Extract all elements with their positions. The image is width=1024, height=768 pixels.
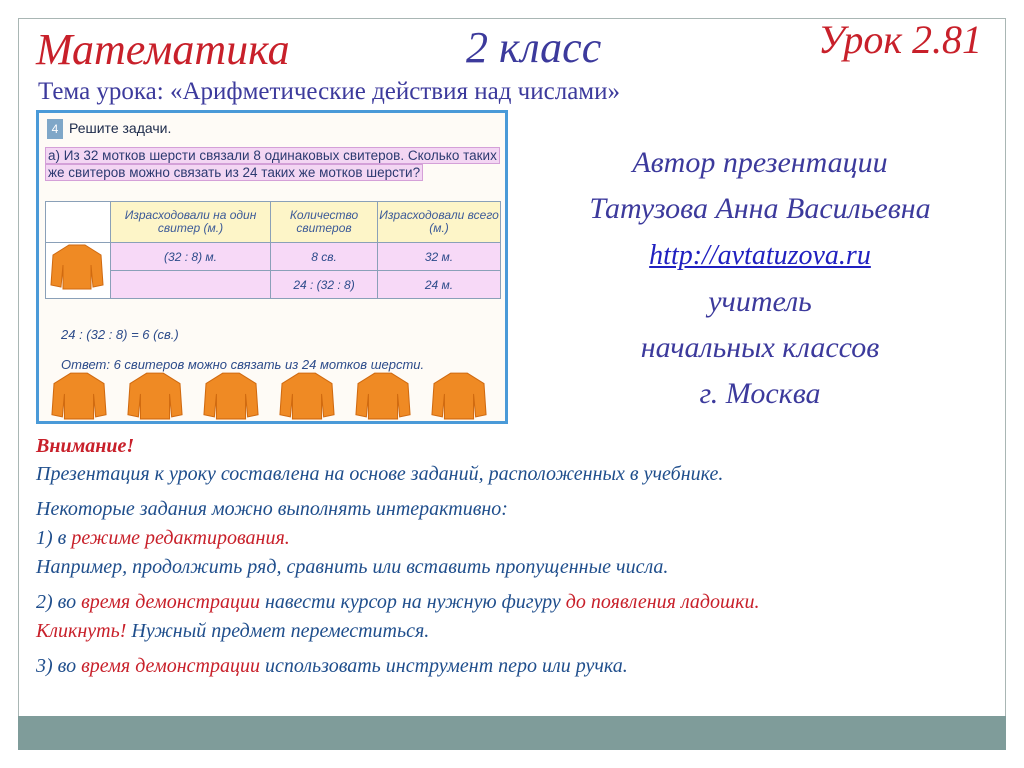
table-cell: 8 св. [271, 243, 378, 271]
textbook-image [36, 110, 508, 424]
sweater-icon[interactable] [429, 369, 489, 421]
author-block [540, 140, 980, 417]
table-header: Количество свитеров [271, 202, 378, 243]
note-text: Некоторые задания можно выполнять интерактивно: [36, 498, 508, 520]
subject-title: Математика [36, 25, 290, 74]
table-cell: 24 м. [378, 271, 501, 299]
author-link[interactable]: http://avtatuzova.ru [649, 240, 871, 271]
sweater-icon[interactable] [125, 369, 185, 421]
lesson-topic: Тема урока: «Арифметические действия над числами» [38, 78, 620, 105]
note-highlight: время демонстрации [81, 655, 260, 677]
task-text [45, 147, 505, 181]
note-text: 2) во [36, 591, 82, 613]
table-cell: (32 : 8) м. [111, 243, 271, 271]
author-role-2: начальных классов [640, 331, 880, 364]
table-header: Израсходовали на один свитер (м.) [111, 202, 271, 243]
instructions [36, 432, 996, 687]
task-table [45, 201, 501, 299]
note-text: 3) во [36, 655, 82, 677]
task-line-2: же свитеров можно связать из 24 таких же мотков шерсти? [45, 164, 423, 181]
table-cell: 32 м. [378, 243, 501, 271]
table-corner [46, 202, 111, 243]
table-cell: 24 : (32 : 8) [271, 271, 378, 299]
warning-title: Внимание! [36, 435, 135, 457]
footer-bar [18, 716, 1006, 750]
note-highlight: время демонстрации [81, 591, 260, 613]
note-text: навести курсор на нужную фигуру [259, 591, 566, 613]
table-cell [111, 271, 271, 299]
sweater-icon[interactable] [201, 369, 261, 421]
task-line-1: а) Из 32 мотков шерсти связали 8 одинаковых свитеров. Сколько таких [45, 147, 500, 164]
note-text: Например, продолжить ряд, сравнить или вставить пропущенные числа. [36, 556, 669, 578]
author-name: Татузова Анна Васильевна [589, 192, 931, 225]
author-heading: Автор презентации [632, 146, 888, 179]
author-city: г. Москва [699, 377, 821, 410]
note-highlight: Кликнуть! [36, 620, 127, 642]
note-text: 1) в [36, 527, 72, 549]
sweater-icon[interactable] [277, 369, 337, 421]
sweater-icon [49, 241, 105, 291]
note-paragraph [36, 495, 996, 582]
sweater-icon[interactable] [49, 369, 109, 421]
sweater-icon[interactable] [353, 369, 413, 421]
author-role: учитель [708, 285, 812, 318]
task-number: 4 [47, 119, 63, 139]
task-heading: Решите задачи. [69, 120, 172, 136]
table-header: Израсходовали всего (м.) [378, 202, 501, 243]
lesson-number: Урок 2.81 [818, 17, 983, 62]
note-paragraph [36, 652, 996, 681]
task-equation: 24 : (32 : 8) = 6 (св.) [61, 327, 179, 342]
grade-title: 2 класс [466, 23, 602, 72]
task-answer: Ответ: 6 свитеров можно связать из 24 мотков шерсти. [61, 357, 425, 372]
note-highlight: режиме редактирования. [71, 527, 290, 549]
note-text: Нужный предмет переместиться. [126, 620, 430, 642]
note-text: использовать инструмент перо или ручка. [259, 655, 628, 677]
note-highlight: до появления ладошки. [565, 591, 760, 613]
note-paragraph [36, 588, 996, 646]
note-paragraph: Презентация к уроку составлена на основе заданий, расположенных в учебнике. [36, 463, 724, 485]
